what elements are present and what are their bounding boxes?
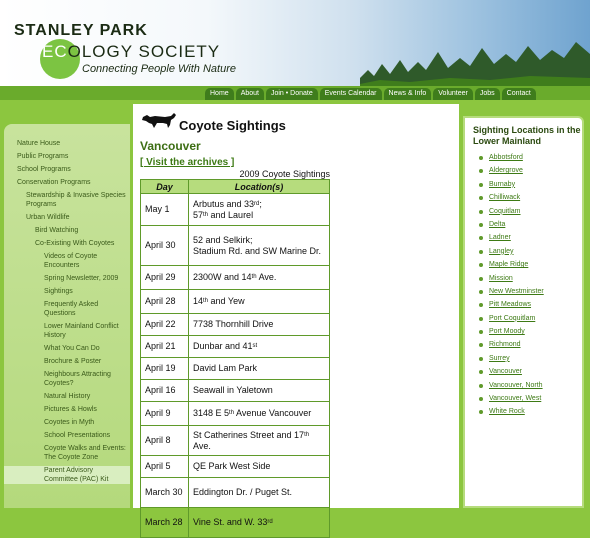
sidebar-item[interactable]: Public Programs [17,153,69,160]
location-item[interactable] [479,327,544,340]
ordinal-suffix: rd [267,519,273,525]
location-cell [189,194,330,226]
location-link[interactable]: Ladner [489,234,511,242]
location-cell [189,380,330,402]
location-item[interactable] [479,340,544,353]
sidebar-item[interactable]: What You Can Do [44,345,100,352]
location-cell [189,426,330,456]
day-cell: March 30 [141,478,189,508]
location-link[interactable]: Langley [489,247,514,255]
location-cell [189,456,330,478]
day-header: Day [141,180,189,194]
location-link[interactable]: White Rock [489,408,525,416]
sidebar-item[interactable]: Coyote Walks and Events: The Coyote Zone [44,445,126,461]
sidebar-item[interactable]: School Programs [17,166,71,173]
sidebar-item[interactable]: Pictures & Howls [44,406,97,413]
ordinal-suffix: th [229,410,235,416]
coyote-icon [141,111,177,129]
day-cell: April 21 [141,336,189,358]
sidebar-item[interactable]: School Presentations [44,432,111,439]
location-cell [189,336,330,358]
location-text: ; [259,198,262,209]
location-text: St Catherines Street and 17 [193,429,305,440]
day-cell: April 19 [141,358,189,380]
main-divider [459,104,462,508]
day-cell: May 1 [141,194,189,226]
location-link[interactable]: Vancouver, North [489,381,543,389]
location-cell [189,226,330,266]
location-text: 7738 Thornhill Drive [193,319,274,329]
sightings-table [140,179,330,538]
day-cell: April 22 [141,314,189,336]
location-text: Eddington Dr. / Puget St. [193,487,293,497]
page-title: Coyote Sightings [179,118,286,133]
archives-link[interactable]: [ Visit the archives ] [140,157,235,168]
table-row [141,456,330,478]
location-link[interactable]: Delta [489,220,506,228]
location-link[interactable]: Vancouver, West [489,395,542,403]
table-row [141,336,330,358]
table-row [141,194,330,226]
location-text: David Lam Park [193,363,258,373]
sidebar-item[interactable]: Conservation Programs [17,179,91,186]
location-cell [189,508,330,538]
sidebar-item[interactable]: Lower Mainland Conflict History [44,323,119,339]
tagline: Connecting People With Nature [82,63,236,75]
nav-item[interactable]: Contact [502,88,536,100]
sidebar-item[interactable]: Coyotes in Myth [44,419,95,426]
location-cell [189,266,330,290]
ordinal-suffix: th [304,431,310,438]
location-item[interactable] [479,274,544,287]
table-row [141,314,330,336]
location-item[interactable] [479,233,544,246]
city-heading: Vancouver [140,139,201,153]
location-link[interactable]: Maple Ridge [489,261,529,269]
location-link[interactable]: Coquitlam [489,207,521,215]
location-item[interactable] [479,314,544,327]
location-text: Dunbar and 41 [193,341,253,351]
sidebar-item[interactable]: Co-Existing With Coyotes [35,240,115,247]
sidebar-item[interactable]: Spring Newsletter, 2009 [44,275,119,282]
location-item[interactable] [479,193,544,206]
nav-item[interactable]: News & Info [384,88,432,100]
location-text: 14 [193,296,204,306]
table-body [141,194,330,538]
location-item[interactable] [479,247,544,260]
ordinal-suffix: st [252,343,258,349]
location-link[interactable]: Pitt Meadows [489,301,532,309]
table-row [141,478,330,508]
location-link[interactable]: Abbotsford [489,154,523,161]
table-row [141,402,330,426]
archives-link-wrap [140,157,234,168]
location-link[interactable]: New Westminster [489,287,544,295]
location-link[interactable]: Richmond [489,341,521,349]
location-text: Stadium Rd. and SW Marine Dr. [193,245,322,256]
location-link[interactable]: Surrey [489,354,510,362]
table-caption: 2009 Coyote Sightings [239,169,330,179]
table-row [141,358,330,380]
table-row [141,380,330,402]
location-item[interactable] [479,180,544,193]
location-item[interactable] [479,367,544,380]
location-text: and Yew [208,296,245,306]
location-text: QE Park West Side [193,461,271,471]
table-row [141,226,330,266]
nav-item[interactable]: About [236,88,264,100]
location-text: 2300W and 14 [193,272,252,282]
location-item[interactable] [479,407,544,420]
ordinal-suffix: th [251,274,257,280]
table-row [141,508,330,538]
location-text: Ave. [193,440,211,451]
site-header [0,0,590,100]
logo-subtitle-first: EC [42,42,68,61]
location-item[interactable] [479,354,544,367]
sidebar-item[interactable]: Bird Watching [35,227,79,234]
sidebar-item[interactable]: Videos of Coyote Encounters [44,253,98,269]
nav-item[interactable]: Join • Donate [266,88,318,100]
day-cell: March 28 [141,508,189,538]
sidebar-item[interactable]: Sightings [44,288,73,295]
location-text: 57 [193,209,204,220]
location-link[interactable]: Burnaby [489,180,516,188]
location-cell [189,290,330,314]
top-nav [205,88,536,100]
forest-image [360,40,590,92]
location-link[interactable]: Aldergrove [489,167,523,175]
day-cell: April 5 [141,456,189,478]
location-item[interactable] [479,381,544,394]
nav-item[interactable]: Volunteer [433,88,473,100]
location-item[interactable] [479,287,544,300]
location-link[interactable]: Port Coquitlam [489,314,536,322]
nav-item[interactable]: Home [205,88,234,100]
location-text: Seawall in Yaletown [193,385,273,395]
location-text: and Laurel [208,209,254,220]
location-header: Location(s) [189,180,330,194]
location-cell [189,358,330,380]
nav-item[interactable]: Jobs [475,88,500,100]
day-cell: April 8 [141,426,189,456]
day-cell: April 30 [141,226,189,266]
location-item[interactable] [479,166,544,179]
location-text: 52 and Selkirk; [193,234,253,245]
location-item[interactable] [479,300,544,313]
location-link[interactable]: Vancouver [489,368,522,376]
location-link[interactable]: Chilliwack [489,194,521,202]
ordinal-suffix: th [203,298,209,304]
table-row [141,290,330,314]
ordinal-suffix: rd [254,200,260,207]
location-text: Avenue Vancouver [234,408,312,418]
main-content [133,104,459,527]
logo-subtitle[interactable] [42,42,220,62]
location-text: Ave. [256,272,277,282]
day-cell: April 9 [141,402,189,426]
sidebar-item[interactable]: Stewardship & Invasive Species Programs [26,192,126,208]
day-cell: April 29 [141,266,189,290]
location-text: Vine St. and W. 33 [193,517,268,527]
nav-item[interactable]: Events Calendar [320,88,382,100]
table-row [141,266,330,290]
logo-subtitle-rest: OLOGY SOCIETY [67,42,221,61]
location-item[interactable] [479,153,544,166]
logo-title[interactable]: STANLEY PARK [14,22,148,39]
location-item[interactable] [479,220,544,233]
sidebar-item[interactable]: Nature House [17,140,61,147]
right-sidebar [463,116,584,508]
sidebar-item[interactable]: Frequently Asked Questions [44,301,99,317]
sidebar [4,124,130,508]
location-text: 3148 E 5 [193,408,230,418]
sidebar-item[interactable]: Parent Advisory Committee (PAC) Kit [4,466,130,484]
location-item[interactable] [479,207,544,220]
day-cell: April 28 [141,290,189,314]
ordinal-suffix: th [203,211,209,218]
location-item[interactable] [479,394,544,407]
location-item[interactable] [479,260,544,273]
table-row [141,426,330,456]
location-link[interactable]: Port Moody [489,328,525,336]
location-cell [189,478,330,508]
locations-list [479,153,544,421]
sidebar-item[interactable]: Brochure & Poster [44,358,102,365]
sidebar-item[interactable]: Natural History [44,393,91,400]
locations-title: Sighting Locations in the Lower Mainland [473,125,581,146]
location-cell [189,402,330,426]
day-cell: April 16 [141,380,189,402]
sidebar-item[interactable]: Neighbours Attracting Coyotes? [44,371,111,387]
location-link[interactable]: Mission [489,274,513,282]
location-text: Arbutus and 33 [193,198,255,209]
sidebar-item[interactable]: Urban Wildlife [26,214,70,221]
table-header-row [141,180,330,194]
location-cell [189,314,330,336]
